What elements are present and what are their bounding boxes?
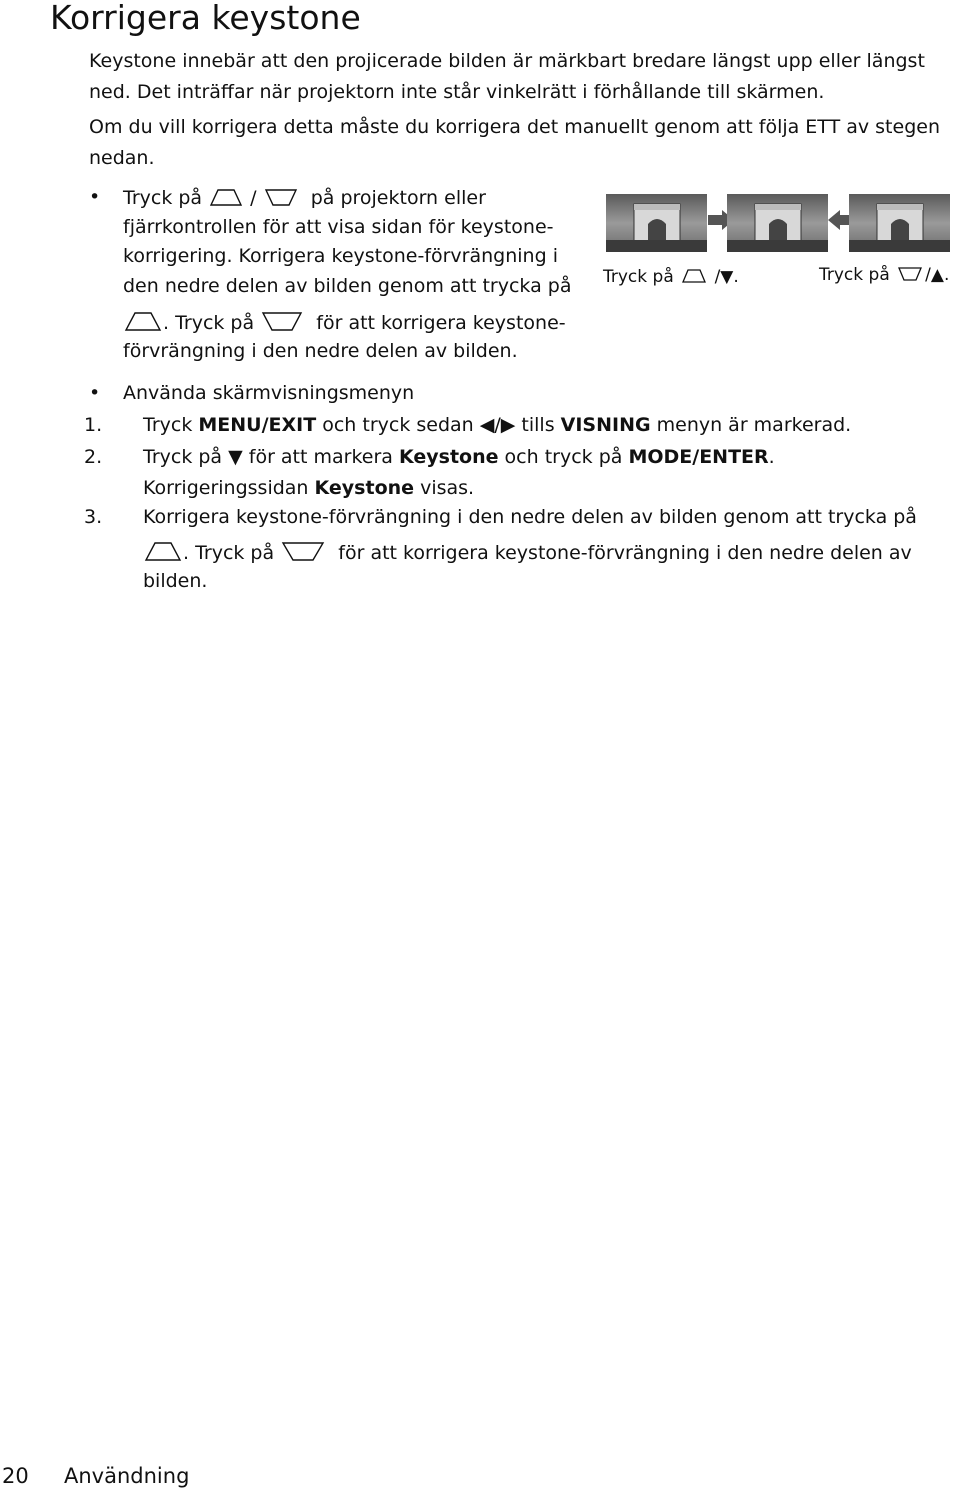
figure-caption-right [819,264,949,285]
step-text: Tryck på ▼ för att markera [143,446,399,468]
step-bold-text: MODE/ENTER [628,446,769,468]
step-bold-text: MENU/EXIT [198,414,317,436]
step-number: 1. [84,414,103,436]
step-3-text-line3: bilden. [143,570,208,592]
step-number: 3. [84,506,103,528]
keystone-top-narrow-icon [123,309,163,333]
step-text: Tryck [143,414,199,436]
keystone-bottom-narrow-icon [260,309,304,333]
step-3-text-line1: Korrigera keystone-förvrängning i den nedre delen av bilden genom att trycka på [143,506,917,528]
keystone-image-left [606,194,707,252]
keystone-image-center [727,194,828,252]
bullet1-text: på projektorn eller [310,187,486,209]
keystone-bottom-narrow-icon [263,186,299,208]
bullet1-line3: korrigering. Korrigera keystone-förvrängning i [123,245,558,267]
caption-text: Tryck på [603,267,674,287]
step-bold-text: VISNING [560,414,651,436]
step-bold-text: Keystone [398,446,499,468]
bullet1-slash: / [250,187,257,209]
step-text: . Tryck på [183,542,275,564]
figure-caption-left [603,266,739,287]
step-2-text [143,446,775,468]
page-number: 20 [2,1464,29,1488]
step-1-text [143,414,851,436]
keystone-bottom-narrow-icon [895,264,925,284]
step-text: visas. [414,477,475,499]
bullet2-line: Använda skärmvisningsmenyn [123,382,415,404]
step-text: . [768,446,775,468]
page-title: Korrigera keystone [50,0,361,37]
bullet-dot: • [89,186,101,208]
intro-paragraph-1: Keystone innebär att den projicerade bilden är märkbart bredare längst upp eller längst ned. Det inträffar när projektorn inte står vinkelrätt i förhållande till skärmen. [89,50,925,103]
bullet1-line2: fjärrkontrollen för att visa sidan för keystone- [123,216,554,238]
step-text: för att korrigera keystone-förvrängning i den nedre delen av [338,542,912,564]
bullet1-text: Tryck på [123,187,203,209]
caption-text: Tryck på [819,265,890,285]
bullet1-text: . Tryck på [163,312,255,334]
keystone-top-narrow-icon [143,539,183,563]
step-3-text-line2 [143,539,912,564]
step-text: menyn är markerad. [650,414,852,436]
keystone-top-narrow-icon [208,186,244,208]
intro-paragraph-2: Om du vill korrigera detta måste du korrigera det manuellt genom att följa ETT av stegen nedan. [89,116,940,169]
step-text: och tryck sedan ◀/▶ tills [316,414,561,436]
bullet1-line6: förvrängning i den nedre delen av bilden. [123,340,518,362]
bullet1-line1 [123,186,486,209]
bullet-dot: • [89,382,101,404]
bullet1-text: för att korrigera keystone- [316,312,566,334]
step-2-text-line2 [143,477,474,499]
footer-section: Användning [64,1464,190,1488]
bullet1-line5 [123,309,566,334]
caption-text: /▼. [714,267,739,287]
keystone-top-narrow-icon [679,266,709,286]
keystone-bottom-narrow-icon [280,539,326,563]
bullet1-line4: den nedre delen av bilden genom att trycka på [123,275,572,297]
keystone-image-right [849,194,950,252]
step-text: och tryck på [498,446,629,468]
step-bold-text: Keystone [314,477,415,499]
step-text: Korrigeringssidan [143,477,315,499]
step-number: 2. [84,446,103,468]
caption-text: /▲. [925,265,950,285]
